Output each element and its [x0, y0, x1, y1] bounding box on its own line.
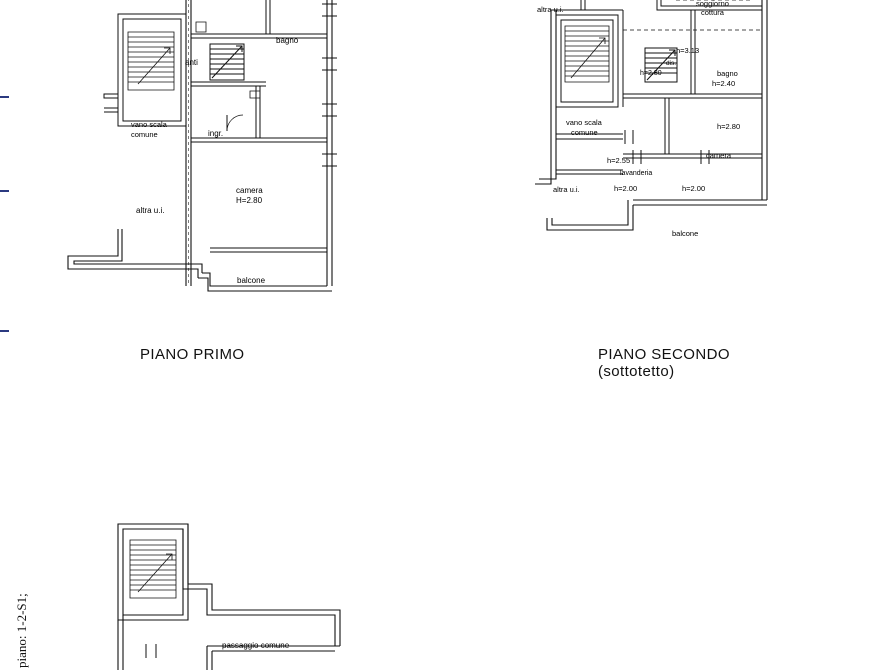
caption-second-floor-main: PIANO SECONDO: [598, 346, 730, 363]
height-label-ridge-p2: h=3.13: [676, 46, 700, 55]
room-label-altra-ui-top-p2: altra u.i.: [537, 5, 564, 14]
room-label-altra-ui-left-p2: altra u.i.: [553, 185, 580, 194]
room-label-anti-p1: anti: [185, 58, 198, 67]
height-label-bagno-p2: h=2.40: [712, 79, 736, 88]
room-label-disimpegno-p2: dis.: [666, 60, 677, 67]
room-label-passaggio-comune: passaggio comune: [222, 641, 290, 650]
caption-second-floor: [598, 346, 730, 380]
room-label-lavanderia-p2: lavanderia: [620, 170, 653, 177]
room-label-balcone-p2: balcone: [672, 229, 699, 238]
room-label-vano-scala-line1-p1: vano scala: [131, 120, 167, 129]
plan-drawing-first-floor: [60, 0, 350, 306]
room-label-camera-p2: camera: [706, 151, 732, 160]
room-label-soggiorno-p2: soggiorno: [696, 0, 729, 8]
caption-second-floor-sub: (sottotetto): [598, 363, 675, 380]
sheet-margin-note: piano: 1-2-S1;: [14, 593, 29, 668]
room-label-altra-ui-p1: altra u.i.: [136, 206, 165, 215]
height-label-disimpegno-p2: h=2.80: [640, 70, 662, 77]
room-label-ingresso-p1: ingr.: [208, 129, 224, 138]
room-label-vano-scala-line1-p2: vano scala: [566, 118, 602, 127]
room-label-vano-scala-line2-p1: comune: [131, 130, 158, 139]
room-label-cottura-p2: cottura: [701, 8, 724, 17]
height-label-255-p2: h=2.55: [607, 156, 631, 165]
room-label-balcone-p1: balcone: [237, 276, 266, 285]
height-label-280-p2: h=2.80: [717, 122, 741, 131]
caption-first-floor: PIANO PRIMO: [140, 346, 245, 363]
room-label-bagno-p1: bagno: [276, 36, 299, 45]
registration-tick-bottom: [0, 330, 9, 332]
registration-tick-top: [0, 96, 9, 98]
registration-tick-mid: [0, 190, 9, 192]
plan-drawing-second-floor: [505, 0, 795, 274]
height-label-200-left-p2: h=2.00: [614, 184, 638, 193]
room-label-camera-p1: camera: [236, 186, 263, 195]
height-label-200-right-p2: h=2.00: [682, 184, 706, 193]
room-label-bagno-p2: bagno: [717, 69, 738, 78]
room-label-vano-scala-line2-p2: comune: [571, 128, 598, 137]
room-height-camera-p1: H=2.80: [236, 196, 263, 205]
